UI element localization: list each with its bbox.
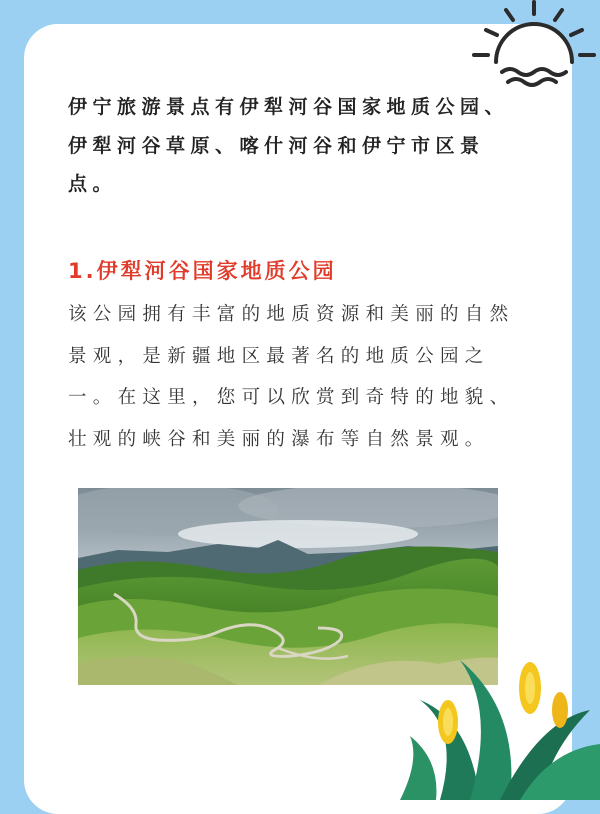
section-body: 该公园拥有丰富的地质资源和美丽的自然景观，是新疆地区最著名的地质公园之一。在这里，您可以欣赏到奇特的地貌、壮观的峡谷和美丽的瀑布等自然景观。 — [68, 304, 515, 450]
yellow-flower-plant-icon — [400, 640, 600, 800]
sun-over-waves-icon — [468, 0, 600, 92]
intro-paragraph: 伊宁旅游景点有伊犁河谷国家地质公园、伊犁河谷草原、喀什河谷和伊宁市区景点。 — [68, 96, 510, 195]
section-heading: 1.伊犁河谷国家地质公园 — [68, 259, 337, 283]
